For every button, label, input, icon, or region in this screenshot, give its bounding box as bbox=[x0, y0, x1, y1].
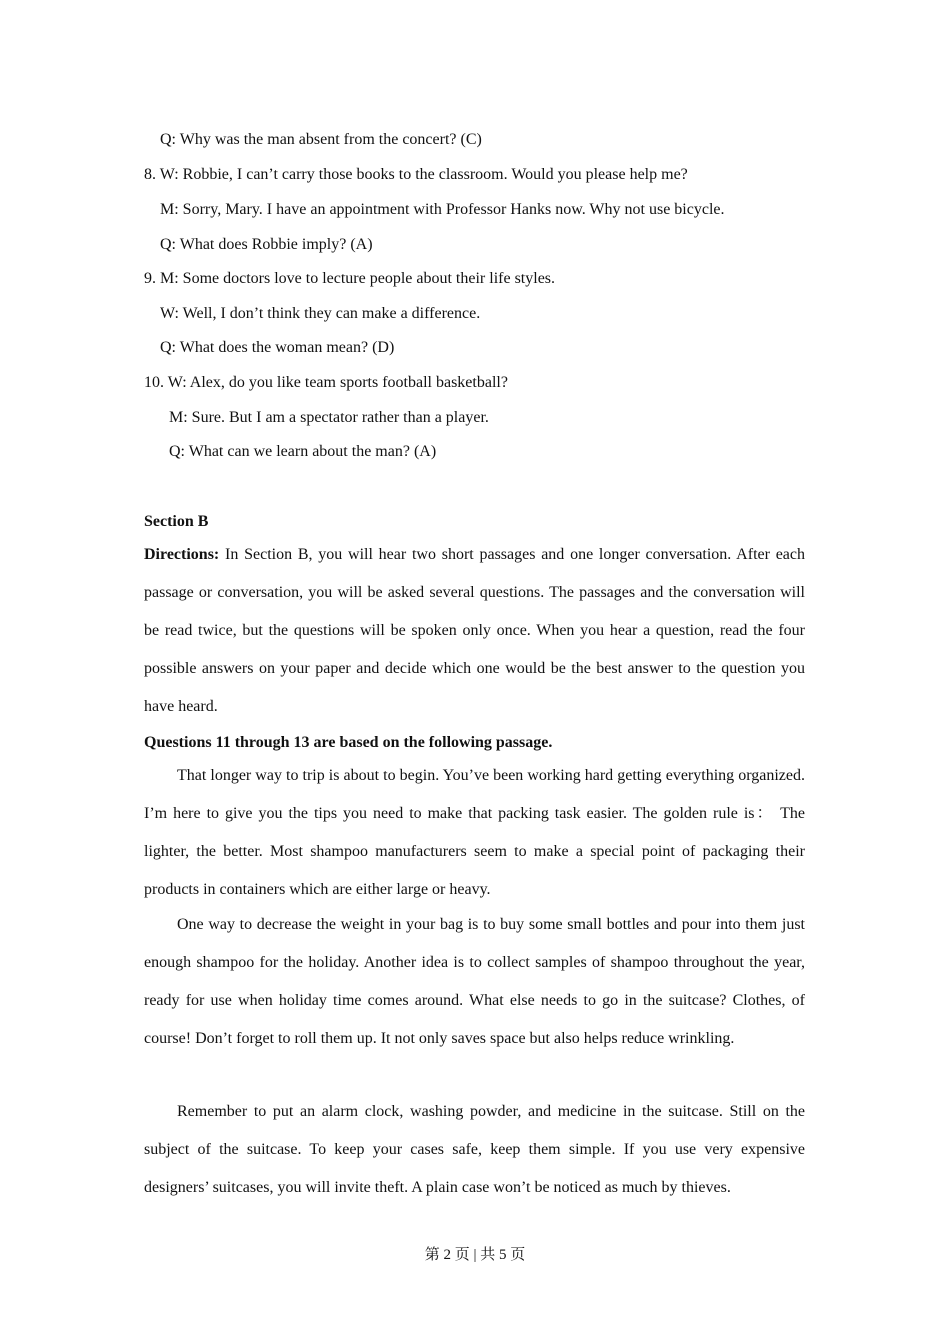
directions-paragraph bbox=[144, 536, 805, 726]
page-footer: 第 2 页 | 共 5 页 bbox=[424, 1247, 526, 1263]
q9-question: Q: What does the woman mean? (D) bbox=[160, 339, 395, 356]
passage-paragraph-3: Remember to put an alarm clock, washing powder, and medicine in the suitcase. Still on the subject of the suitcase. To keep your cases safe, keep them simple. If you use very expensive designers’ suitcases, you will invite theft. A plain case won’t be noticed as much by thieves. bbox=[144, 1103, 805, 1196]
q9-line2: W: Well, I don’t think they can make a difference. bbox=[160, 305, 481, 322]
passage-paragraph-2: One way to decrease the weight in your bag is to buy some small bottles and pour into them just enough shampoo for the holiday. Another idea is to collect samples of shampoo throughout the year, ready for use when holiday time comes around. What else needs to go in the suitcase? Clothes, of course! Don’t forget to roll them up. It not only saves space but also helps reduce wrinkling. bbox=[144, 916, 805, 1047]
questions-heading: Questions 11 through 13 are based on the following passage. bbox=[144, 734, 553, 751]
directions-label: Directions: bbox=[144, 546, 220, 563]
q7-question: Q: Why was the man absent from the concert? (C) bbox=[160, 131, 482, 148]
section-b-heading: Section B bbox=[144, 513, 209, 530]
q10-line2: M: Sure. But I am a spectator rather than a player. bbox=[169, 409, 489, 426]
q10-question: Q: What can we learn about the man? (A) bbox=[169, 443, 437, 460]
q8-line1: 8. W: Robbie, I can’t carry those books to the classroom. Would you please help me? bbox=[144, 166, 688, 183]
q8-question: Q: What does Robbie imply? (A) bbox=[160, 236, 373, 253]
q10-line1: 10. W: Alex, do you like team sports football basketball? bbox=[144, 374, 508, 391]
q8-line2: M: Sorry, Mary. I have an appointment with Professor Hanks now. Why not use bicycle. bbox=[160, 201, 725, 218]
passage-paragraph-1: That longer way to trip is about to begin. You’ve been working hard getting everything organized. I’m here to give you the tips you need to make that packing task easier. The golden rule is： The lighter, the better. Most shampoo manufacturers seem to make a special point of packaging their products in containers which are either large or heavy. bbox=[144, 767, 805, 898]
directions-text: In Section B, you will hear two short passages and one longer conversation. After each passage or conversation, you will be asked several questions. The passages and the conversation will be read twice, but the questions will be spoken only once. When you hear a question, read the four possible answers on your paper and decide which one would be the best answer to the question you have heard. bbox=[144, 546, 805, 715]
q9-line1: 9. M: Some doctors love to lecture people about their life styles. bbox=[144, 270, 556, 287]
